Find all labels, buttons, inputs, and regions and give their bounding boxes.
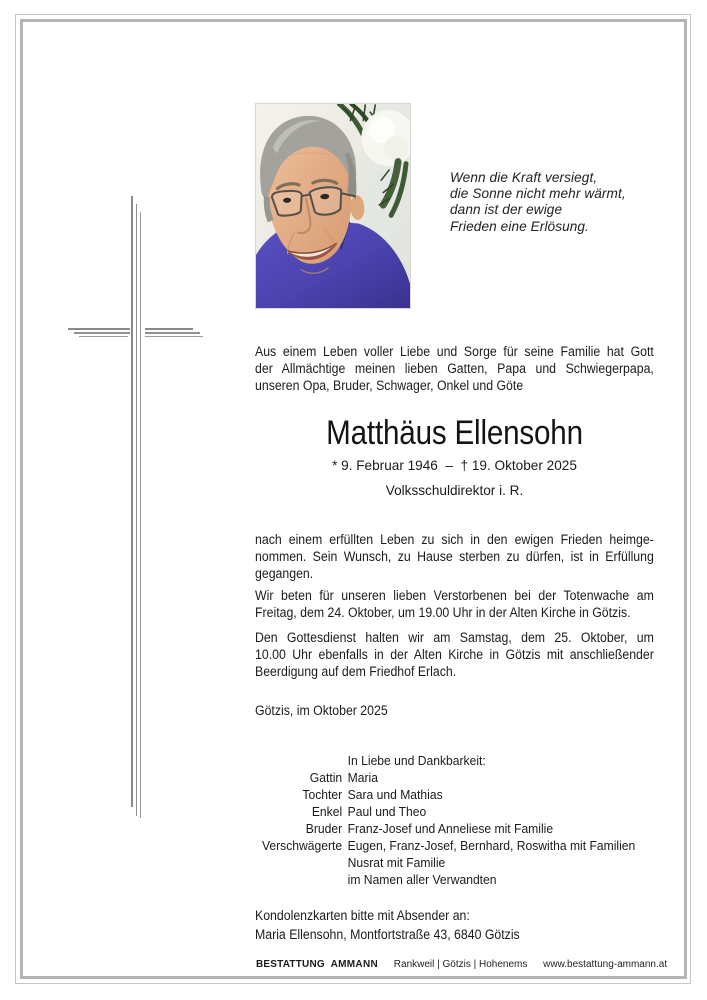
cross-line (79, 336, 128, 337)
body-paragraph-line: Den Gottesdienst halten wir am Samstag, dem 25. Oktober, um (255, 630, 654, 645)
body-paragraph-line: Wir beten für unseren lieben Verstorbenen bei der Totenwache am (255, 588, 654, 603)
family-role-label: Enkel (311, 804, 343, 819)
memorial-quote (450, 170, 665, 235)
quote-line: Frieden eine Erlösung. (450, 218, 589, 234)
family-row (253, 837, 657, 854)
family-row (253, 871, 657, 888)
cross-line (145, 328, 193, 330)
body-paragraph-line: nommen. Sein Wunsch, zu Hause sterben zu dürfen, ist in Erfüllung (255, 549, 654, 565)
cross-line (74, 332, 130, 334)
family-heading-row (253, 752, 657, 769)
funeral-home-footer (256, 959, 676, 971)
body-paragraph-line: 10.00 Uhr ebenfalls in der Alten Kirche in Götzis mit anschließender (255, 647, 654, 663)
cross-line (68, 328, 130, 330)
portrait-photo (256, 104, 410, 308)
family-role-label: Verschwägerte (261, 838, 343, 853)
profession: Volksschuldirektor i. R. (385, 483, 524, 498)
intro-line: unseren Opa, Bruder, Schwager, Onkel und Göte (255, 378, 524, 394)
condolence-note (255, 907, 654, 944)
family-heading: In Liebe und Dankbarkeit: (347, 753, 486, 768)
intro-paragraph (255, 343, 654, 395)
funeral-home-locations: Rankweil | Götzis | Hohenems (393, 959, 528, 970)
family-names: Nusrat mit Familie (347, 855, 446, 870)
body-paragraph (255, 531, 654, 583)
family-row (253, 769, 657, 786)
quote-line: Wenn die Kraft versiegt, (450, 170, 598, 185)
birth-death-dates: * 9. Februar 1946 – † 19. Oktober 2025 (332, 458, 577, 473)
family-role-label: Tochter (302, 787, 343, 802)
funeral-home-website: www.bestattung-ammann.at (543, 959, 668, 970)
cross-line (136, 204, 137, 816)
family-names: Maria (347, 770, 378, 785)
family-names: Sara und Mathias (347, 787, 443, 802)
family-list (253, 752, 657, 888)
family-names: Eugen, Franz-Josef, Bernhard, Roswitha mit Familien (347, 838, 636, 853)
deceased-name-row (255, 414, 654, 452)
body-paragraph-line: Beerdigung auf dem Friedhof Erlach. (255, 664, 457, 680)
quote-line: die Sonne nicht mehr wärmt, (450, 186, 626, 202)
cross-line (145, 332, 200, 334)
condolence-line: Kondolenzkarten bitte mit Absender an: (255, 908, 470, 923)
family-role-label: Gattin (309, 770, 343, 785)
deceased-name: Matthäus Ellensohn (326, 414, 583, 452)
body-paragraph-line: Freitag, dem 24. Oktober, um 19.00 Uhr in der Alten Kirche in Götzis. (255, 605, 631, 621)
place-date: Götzis, im Oktober 2025 (255, 703, 388, 718)
family-role-label (253, 871, 342, 888)
quote-line: dann ist der ewige (450, 202, 563, 218)
intro-line: der Allmächtige meinen lieben Gatten, Papa und Schwiegerpapa, (255, 361, 654, 377)
family-role-label: Bruder (305, 821, 343, 836)
intro-line: Aus einem Leben voller Liebe und Sorge für seine Familie hat Gott (255, 344, 654, 359)
cross-line (145, 336, 203, 337)
family-row (253, 820, 657, 837)
body-paragraph (255, 587, 654, 621)
body-paragraph-line: gegangen. (255, 566, 314, 582)
body-paragraph-line: nach einem erfüllten Leben zu sich in den ewigen Frieden heimge- (255, 532, 654, 547)
cross-line (131, 196, 133, 807)
body-paragraph (255, 629, 654, 681)
family-names: im Namen aller Verwandten (347, 872, 497, 887)
family-row (253, 786, 657, 803)
family-role-label (253, 854, 342, 871)
condolence-line: Maria Ellensohn, Montfortstraße 43, 6840 Götzis (255, 926, 520, 942)
family-names: Franz-Josef und Anneliese mit Familie (347, 821, 554, 836)
family-row (253, 854, 657, 871)
family-row (253, 803, 657, 820)
family-role-label (253, 752, 342, 769)
family-names: Paul und Theo (347, 804, 427, 819)
cross-line (140, 212, 141, 818)
funeral-home-name: BESTATTUNG (256, 959, 325, 970)
funeral-home-name-second: AMMANN (330, 959, 378, 970)
